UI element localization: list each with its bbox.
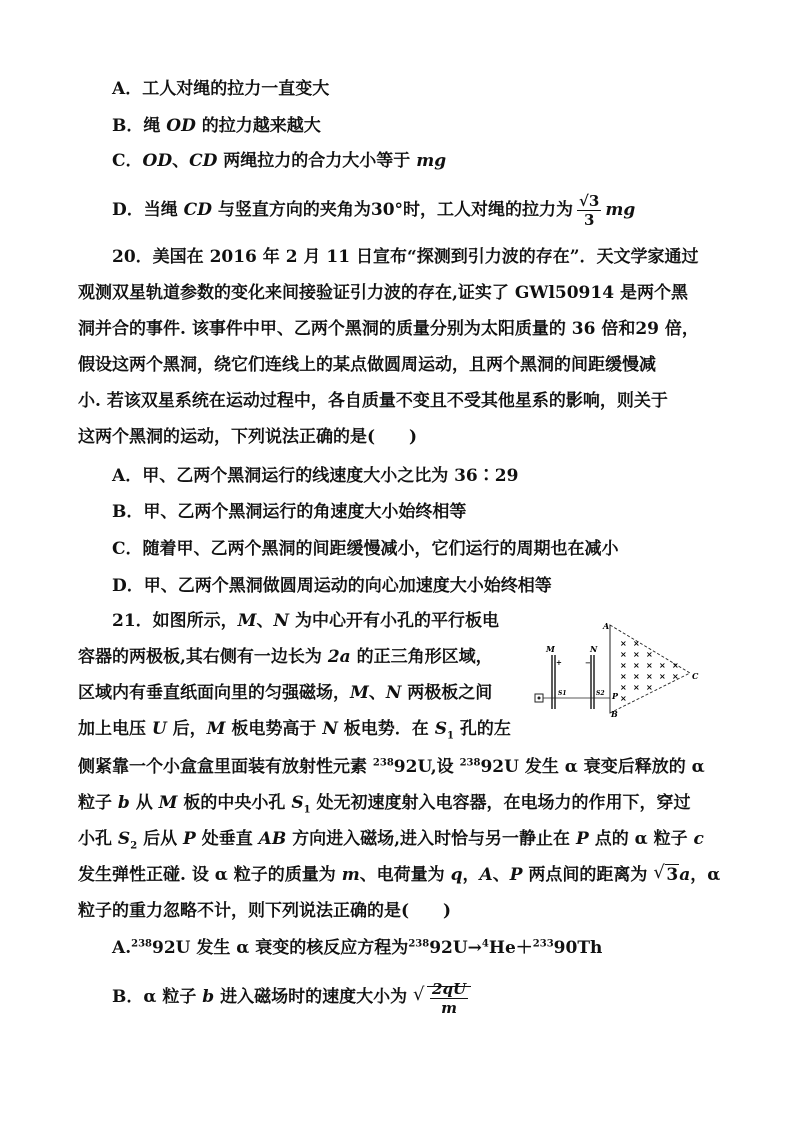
label-p: P <box>612 691 619 701</box>
q21-option-a <box>112 937 602 959</box>
text: A. <box>112 938 132 958</box>
text: 后从 <box>137 829 184 849</box>
label-n: N <box>590 644 598 654</box>
field-mark: × <box>672 672 679 681</box>
var: P <box>575 829 589 849</box>
field-mark: × <box>633 661 640 670</box>
fraction <box>430 980 468 1017</box>
var: c <box>693 829 704 849</box>
var: M <box>237 611 257 631</box>
q21-line <box>78 864 720 886</box>
field-mark: × <box>646 650 653 659</box>
var: mg <box>605 200 636 220</box>
q21-line <box>78 756 705 778</box>
text: 区域内有垂直纸面向里的匀强磁场， <box>78 683 350 703</box>
var: M <box>206 719 226 739</box>
q20-line: 观测双星轨道参数的变化来间接验证引力波的存在,证实了 GWl50914 是两个黑 <box>78 283 688 303</box>
var: mg <box>416 151 447 171</box>
label-m: M <box>546 644 555 654</box>
text: 为中心开有小孔的平行板电 <box>289 611 499 631</box>
text: 两点间的距离为 <box>522 865 654 885</box>
q19-option-c <box>112 150 446 172</box>
var: S <box>434 719 448 739</box>
superscript: 238 <box>131 938 152 950</box>
subscript: 1 <box>447 730 454 742</box>
field-mark: × <box>659 672 666 681</box>
numerator: √3 <box>579 192 600 210</box>
field-mark: × <box>633 650 640 659</box>
text: 处垂直 <box>195 829 259 849</box>
field-mark: × <box>620 672 627 681</box>
superscript: 4 <box>481 938 489 950</box>
var: P <box>183 829 196 849</box>
text: 21．如图所示， <box>112 611 238 631</box>
text: 、 <box>172 151 190 171</box>
source-dot <box>538 697 541 700</box>
q20-line: 这两个黑洞的运动，下列说法正确的是( ) <box>78 427 418 447</box>
q20-line: 假设这两个黑洞，绕它们连线上的某点做圆周运动，且两个黑洞的间距缓慢减 <box>78 355 656 375</box>
text: C． <box>112 151 143 171</box>
q20-option-a: A．甲、乙两个黑洞运行的线速度大小之比为 36∶29 <box>112 466 519 486</box>
denominator: m <box>441 999 457 1017</box>
q20-line: 洞并合的事件. 该事件中甲、乙两个黑洞的质量分别为太阳质量的 36 倍和29 倍， <box>78 319 699 339</box>
var: 2a <box>327 647 351 667</box>
var: CD <box>189 151 218 171</box>
q19-option-a: A．工人对绳的拉力一直变大 <box>112 79 330 99</box>
var: a <box>679 865 691 885</box>
q20-option-d: D．甲、乙两个黑洞做圆周运动的向心加速度大小始终相等 <box>112 576 552 596</box>
text: 粒子 <box>78 793 118 813</box>
text: 92U,设 <box>393 757 460 777</box>
q21-line <box>112 610 499 632</box>
square-root <box>413 975 471 1019</box>
q19-option-b <box>112 115 321 137</box>
superscript: 238 <box>459 757 481 769</box>
field-mark: × <box>620 650 627 659</box>
var: CD <box>183 200 212 220</box>
text: 孔的左 <box>453 719 511 739</box>
text: 侧紧靠一个小盒盒里面装有放射性元素 <box>78 757 373 777</box>
var: M <box>350 683 369 703</box>
text: 从 <box>129 793 159 813</box>
text: 小孔 <box>78 829 118 849</box>
q21-line <box>78 828 704 850</box>
text: 92U 发生 α 衰变后释放的 α <box>480 757 705 777</box>
text: 方向进入磁场,进入时恰与另一静止在 <box>286 829 576 849</box>
var: N <box>273 611 290 631</box>
text: 92U 发生 α 衰变的核反应方程为 <box>151 938 409 958</box>
q20-option-c: C．随着甲、乙两个黑洞的间距缓慢减小，它们运行的周期也在减小 <box>112 539 619 559</box>
text: D．当绳 <box>112 200 184 220</box>
field-mark: × <box>633 639 640 648</box>
text: 90Th <box>553 938 603 958</box>
capacitor-magnetic-field-diagram <box>530 617 710 717</box>
text: ，α <box>690 865 721 885</box>
text: 、 <box>492 865 510 885</box>
text: 处无初速度射入电容器，在电场力的作用下，穿过 <box>310 793 691 813</box>
text: 、 <box>368 683 386 703</box>
text: 容器的两极板,其右侧有一边长为 <box>78 647 328 667</box>
field-mark: × <box>620 683 627 692</box>
text: 的拉力越来越大 <box>195 116 321 136</box>
var: U <box>151 719 167 739</box>
square-root <box>653 864 679 886</box>
denominator: 3 <box>583 211 595 229</box>
var: b <box>117 793 130 813</box>
q20-line: 20．美国在 2016 年 2 月 11 日宣布“探测到引力波的存在”．天文学家通过 <box>112 247 699 267</box>
text: 两绳拉力的合力大小等于 <box>217 151 417 171</box>
q21-line <box>78 718 511 740</box>
superscript: 233 <box>532 938 554 950</box>
field-mark: × <box>646 683 653 692</box>
var: q <box>450 865 463 885</box>
field-mark: × <box>620 639 627 648</box>
text: 、电荷量为 <box>359 865 451 885</box>
field-mark: × <box>620 694 627 703</box>
q21-line: 粒子的重力忽略不计，则下列说法正确的是( ) <box>78 901 452 921</box>
field-mark: × <box>672 661 679 670</box>
var: S <box>291 793 304 813</box>
q19-option-d <box>112 190 635 230</box>
text: 与竖直方向的夹角为30°时，工人对绳的拉力为 <box>211 200 574 220</box>
label-s2: S2 <box>596 690 605 697</box>
var: P <box>509 865 523 885</box>
text: B．绳 <box>112 116 167 136</box>
var: OD <box>166 116 196 136</box>
label-b: B <box>611 709 618 717</box>
q21-line <box>78 792 691 814</box>
text: B．α 粒子 <box>112 987 203 1007</box>
radicand <box>427 980 471 1017</box>
diagram-svg <box>530 617 710 717</box>
text: 后， <box>166 719 207 739</box>
text: 92U→ <box>429 938 482 958</box>
q21-option-b <box>112 975 471 1019</box>
field-mark: × <box>646 672 653 681</box>
superscript: 238 <box>408 938 430 950</box>
text: 发生弹性正碰. 设 α 粒子的质量为 <box>78 865 342 885</box>
subscript: 2 <box>130 840 138 852</box>
field-mark: × <box>633 683 640 692</box>
field-mark: × <box>633 672 640 681</box>
subscript: 1 <box>303 804 311 816</box>
var: N <box>385 683 402 703</box>
field-mark: × <box>620 661 627 670</box>
text: He＋ <box>488 938 533 958</box>
radicand: 3 <box>666 865 679 885</box>
text: 进入磁场时的速度大小为 <box>214 987 414 1007</box>
q21-line <box>78 682 492 704</box>
text: 的正三角形区域， <box>350 647 493 667</box>
var: N <box>322 719 338 739</box>
var: OD <box>142 151 173 171</box>
q20-line: 小. 若该双星系统在运动过程中，各自质量不变且不受其他星系的影响，则关于 <box>78 391 668 411</box>
field-mark: × <box>659 661 666 670</box>
label-a: A <box>603 621 610 631</box>
text: 点的 α 粒子 <box>588 829 694 849</box>
var: b <box>202 987 215 1007</box>
var: m <box>341 865 360 885</box>
numerator: √ 2qU <box>432 980 467 998</box>
fraction <box>577 192 601 229</box>
q20-option-b: B．甲、乙两个黑洞运行的角速度大小始终相等 <box>112 502 467 522</box>
var: AB <box>258 829 287 849</box>
field-mark: × <box>646 661 653 670</box>
var: M <box>158 793 178 813</box>
var: S <box>117 829 131 849</box>
superscript: 238 <box>372 757 394 769</box>
text: 两极板之间 <box>401 683 493 703</box>
label-s1: S1 <box>558 690 567 697</box>
text: ， <box>462 865 480 885</box>
text: 板电势．在 <box>337 719 435 739</box>
text: 、 <box>256 611 274 631</box>
q21-line <box>78 646 493 668</box>
text: 板电势高于 <box>225 719 323 739</box>
label-minus: − <box>585 658 591 667</box>
text: 板的中央小孔 <box>177 793 292 813</box>
text: 加上电压 <box>78 719 152 739</box>
label-plus: + <box>556 658 562 667</box>
label-c: C <box>692 671 699 681</box>
var: A <box>479 865 493 885</box>
